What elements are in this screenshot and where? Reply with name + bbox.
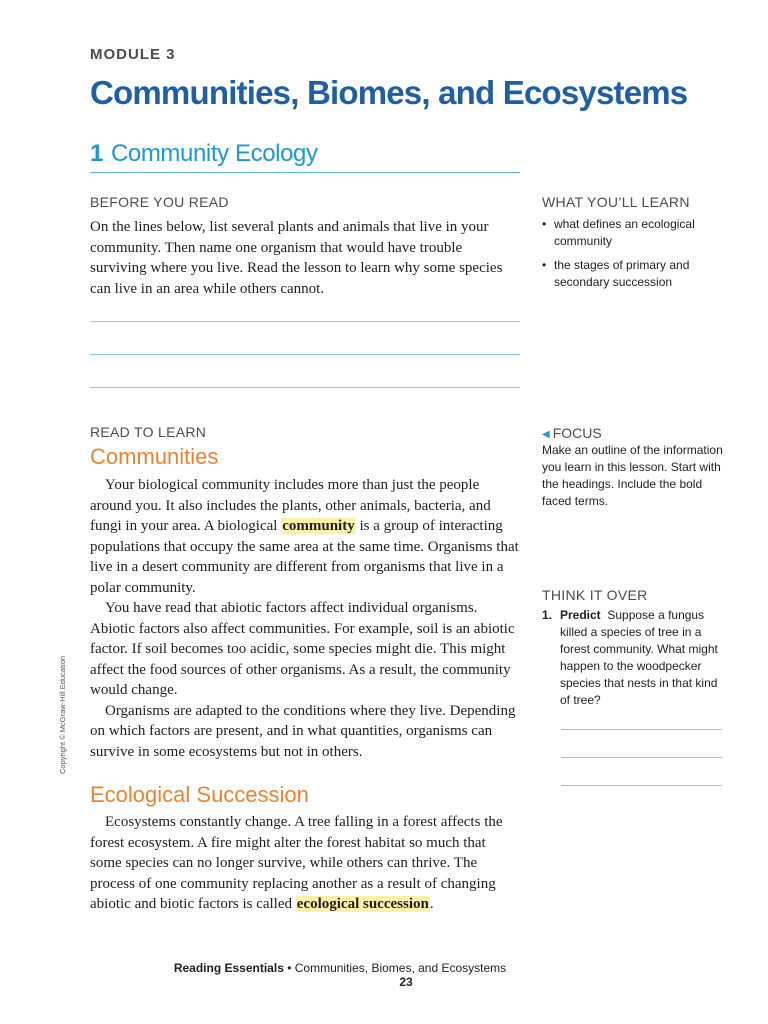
lesson-heading: [90, 140, 318, 168]
communities-heading: Communities: [90, 444, 219, 469]
page-number: 23: [399, 975, 413, 989]
succession-text: [90, 812, 520, 915]
what-youll-learn-list: [542, 216, 732, 298]
communities-text: [90, 475, 520, 762]
answer-line[interactable]: [561, 729, 722, 730]
footer-series: Reading Essentials: [173, 961, 284, 975]
lesson-title: Community Ecology: [110, 140, 318, 167]
footer-separator: •: [283, 961, 295, 975]
paragraph: Ecosystems constantly change. A tree falling in a forest affects the forest ecosystem. A fire might alter the forest habitat so much that some species can no longer survive, while others can thrive. The process of one community replacing another as a result of changing abiotic and biotic factors is called ecological succession.: [90, 814, 503, 912]
think-it-over-question: 1. Predict Suppose a fungus killed a species of tree in a forest community. What might happen to the woodpecker species that nests in that kind of tree?: [542, 608, 718, 707]
bullet-icon: •: [542, 258, 547, 272]
list-item: • the stages of primary and secondary succession: [542, 258, 690, 289]
answer-line[interactable]: [90, 321, 520, 322]
answer-line[interactable]: [90, 387, 520, 388]
what-youll-learn-label: WHAT YOU’LL LEARN: [542, 194, 690, 210]
copyright-notice: Copyright © McGraw-Hill Education: [58, 655, 67, 774]
key-term: community: [282, 518, 355, 534]
before-you-read-text: On the lines below, list several plants and animals that live in your community. Then name one organism that would have trouble surviving where you live. Read the lesson to learn why some species can live in an area while others cannot.: [90, 219, 503, 297]
read-to-learn-label: READ TO LEARN: [90, 424, 207, 440]
key-term: ecological succession: [296, 896, 429, 912]
lesson-number: 1: [90, 140, 103, 167]
answer-line[interactable]: [90, 354, 520, 355]
answer-line[interactable]: [561, 757, 722, 758]
answer-line[interactable]: [561, 785, 722, 786]
think-it-over-label: THINK IT OVER: [542, 587, 648, 603]
ecological-succession-heading: Ecological Succession: [90, 782, 309, 807]
focus-label: ◀ FOCUS: [542, 425, 602, 441]
arrow-left-icon: ◀: [542, 429, 550, 440]
module-title: Communities, Biomes, and Ecosystems: [90, 74, 688, 111]
list-item: • what defines an ecological community: [542, 217, 695, 248]
footer-title: Communities, Biomes, and Ecosystems: [294, 961, 507, 975]
paragraph: Organisms are adapted to the conditions where they live. Depending on which factors are present, and in what quantities, organisms can survive in some ecosystems but not in others.: [90, 702, 516, 760]
module-label: MODULE 3: [90, 46, 176, 63]
footer: [0, 961, 680, 975]
paragraph: You have read that abiotic factors affect individual organisms. Abiotic factors also affect communities. For example, soil is an abiotic factor. If soil becomes too acidic, some species might die. This might affect the food sources of other organisms. As a result, the community would change.: [90, 600, 515, 698]
focus-text: Make an outline of the information you learn in this lesson. Start with the headings. Include the bold faced terms.: [542, 443, 723, 508]
question-keyword: Predict: [560, 608, 601, 622]
before-you-read-label: BEFORE YOU READ: [90, 194, 229, 210]
paragraph: Your biological community includes more than just the people around you. It also includes the plants, other animals, bacteria, and fungi in your area. A biological community is a group of interacting populations that occupy the same area at the same time. Organisms that live in a desert community are different from organisms that live in a polar community.: [90, 477, 519, 596]
lesson-divider: [90, 172, 520, 173]
question-number: 1.: [542, 608, 553, 622]
bullet-icon: •: [542, 217, 547, 231]
